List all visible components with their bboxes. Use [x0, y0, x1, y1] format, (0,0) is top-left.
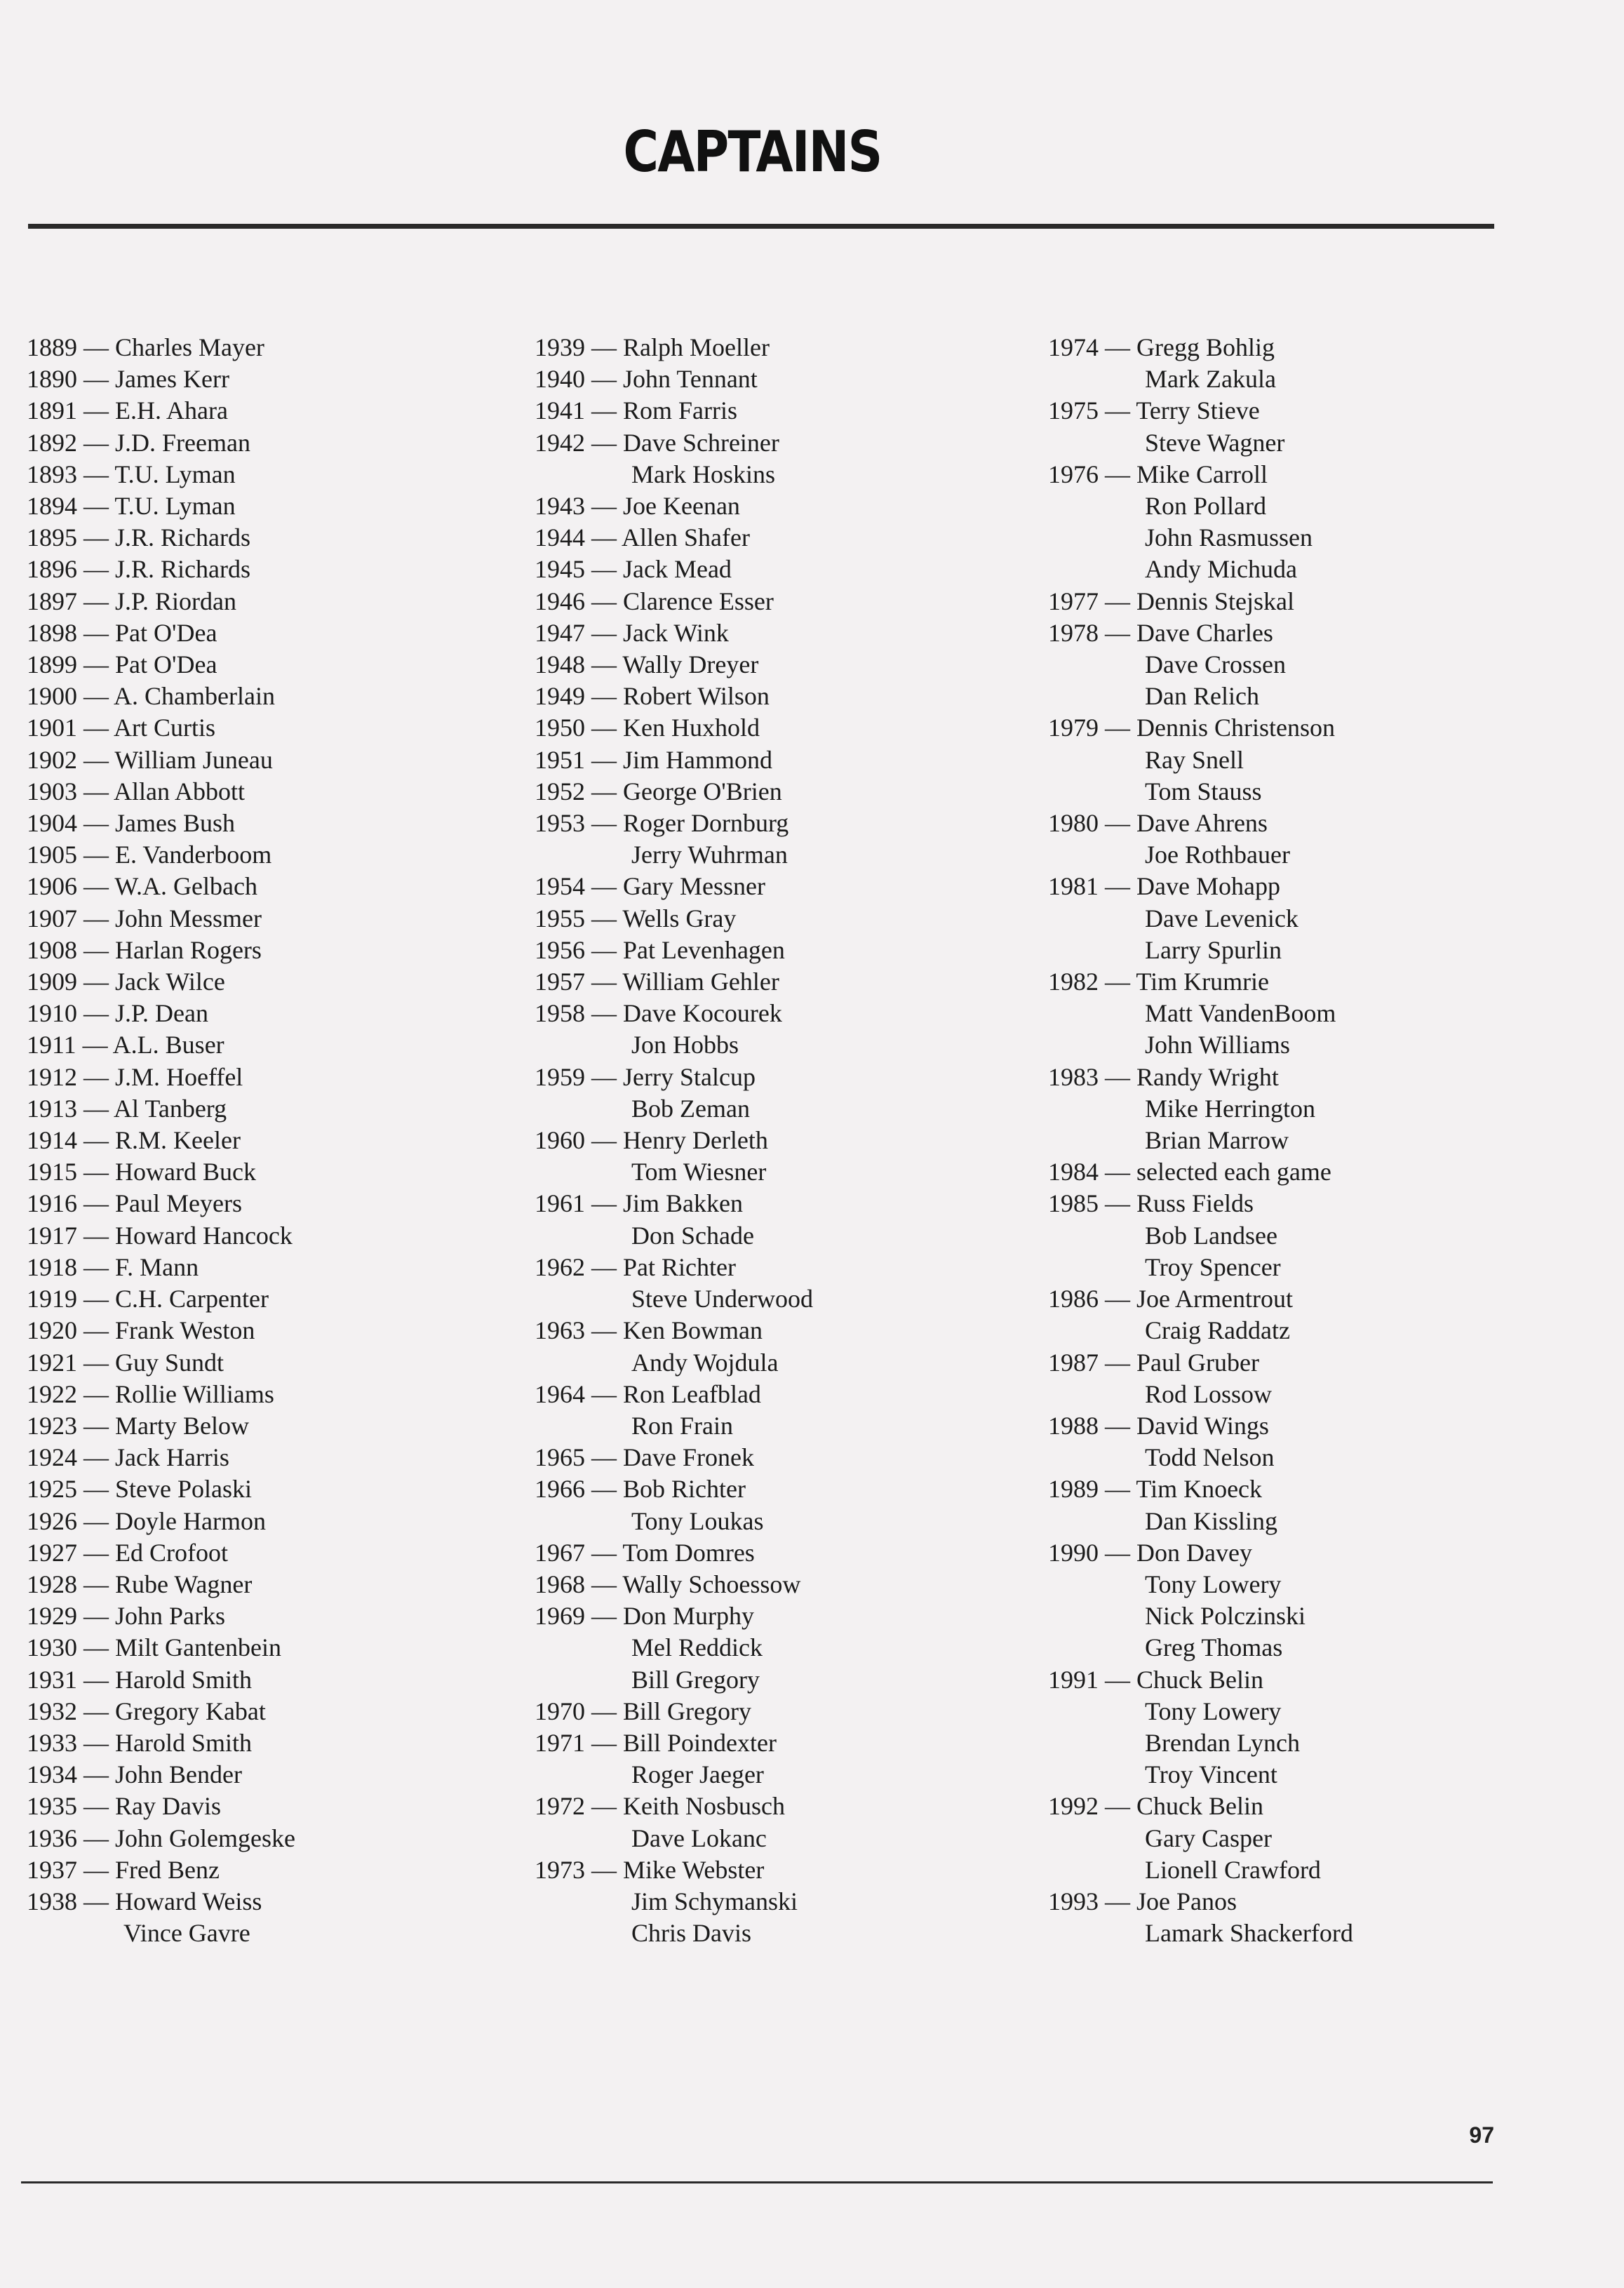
captain-entry: 1915 — Howard Buck	[27, 1158, 256, 1186]
captain-entry: 1984 — selected each game	[1048, 1158, 1331, 1186]
captain-additional-name: Lamark Shackerford	[1145, 1919, 1353, 1948]
captain-entry: 1912 — J.M. Hoeffel	[27, 1062, 243, 1091]
captain-entry: 1940 — John Tennant	[535, 365, 758, 394]
captain-entry: 1935 — Ray Davis	[27, 1792, 221, 1821]
captain-additional-name: Ron Frain	[631, 1411, 734, 1440]
captain-entry: 1978 — Dave Charles	[1048, 618, 1273, 647]
captain-additional-name: Joe Rothbauer	[1145, 841, 1290, 869]
captain-entry: 1917 — Howard Hancock	[27, 1221, 293, 1250]
captain-entry: 1902 — William Juneau	[27, 745, 273, 774]
captain-entry: 1927 — Ed Crofoot	[27, 1538, 228, 1567]
captain-additional-name: Craig Raddatz	[1145, 1316, 1290, 1345]
captain-entry: 1889 — Charles Mayer	[27, 333, 264, 361]
captain-entry: 1890 — James Kerr	[27, 365, 229, 394]
captain-entry: 1985 — Russ Fields	[1048, 1189, 1254, 1218]
captain-additional-name: Gary Casper	[1145, 1824, 1272, 1852]
captain-entry: 1938 — Howard Weiss	[27, 1887, 262, 1915]
captain-entry: 1957 — William Gehler	[535, 968, 779, 996]
footer-divider	[21, 2181, 1493, 2183]
captain-entry: 1987 — Paul Gruber	[1048, 1348, 1259, 1377]
captain-entry: 1966 — Bob Richter	[535, 1475, 746, 1504]
captain-additional-name: Troy Vincent	[1145, 1760, 1277, 1789]
captain-entry: 1974 — Gregg Bohlig	[1048, 333, 1275, 361]
captain-additional-name: Dan Relich	[1145, 682, 1259, 711]
captain-entry: 1953 — Roger Dornburg	[535, 809, 789, 838]
captain-entry: 1898 — Pat O'Dea	[27, 618, 217, 647]
captain-entry: 1976 — Mike Carroll	[1048, 460, 1268, 488]
captain-entry: 1965 — Dave Fronek	[535, 1443, 754, 1472]
captain-entry: 1962 — Pat Richter	[535, 1252, 736, 1281]
captain-entry: 1981 — Dave Mohapp	[1048, 872, 1280, 901]
captain-additional-name: Mark Zakula	[1145, 365, 1276, 394]
captain-entry: 1930 — Milt Gantenbein	[27, 1633, 281, 1662]
captain-entry: 1947 — Jack Wink	[535, 618, 729, 647]
captain-additional-name: Don Schade	[631, 1221, 754, 1250]
captain-entry: 1900 — A. Chamberlain	[27, 682, 275, 711]
captain-additional-name: Brendan Lynch	[1145, 1728, 1300, 1757]
captain-additional-name: Andy Wojdula	[631, 1348, 779, 1377]
captain-entry: 1910 — J.P. Dean	[27, 999, 208, 1028]
captain-entry: 1918 — F. Mann	[27, 1252, 199, 1281]
captain-entry: 1936 — John Golemgeske	[27, 1824, 295, 1852]
captain-entry: 1944 — Allen Shafer	[535, 523, 750, 552]
captain-entry: 1929 — John Parks	[27, 1602, 226, 1631]
captain-additional-name: Steve Underwood	[631, 1285, 813, 1313]
captain-entry: 1949 — Robert Wilson	[535, 682, 770, 711]
captain-entry: 1989 — Tim Knoeck	[1048, 1475, 1263, 1504]
captain-entry: 1894 — T.U. Lyman	[27, 492, 236, 521]
captain-entry: 1948 — Wally Dreyer	[535, 650, 759, 679]
captain-entry: 1941 — Rom Farris	[535, 396, 738, 425]
captain-entry: 1950 — Ken Huxhold	[535, 714, 760, 742]
captain-entry: 1943 — Joe Keenan	[535, 492, 740, 521]
captain-entry: 1946 — Clarence Esser	[535, 587, 774, 615]
captain-additional-name: John Rasmussen	[1145, 523, 1313, 552]
captain-entry: 1967 — Tom Domres	[535, 1538, 755, 1567]
captain-entry: 1926 — Doyle Harmon	[27, 1506, 266, 1535]
captain-entry: 1968 — Wally Schoessow	[535, 1570, 801, 1598]
captain-entry: 1934 — John Bender	[27, 1760, 242, 1789]
captain-additional-name: Vince Gavre	[123, 1919, 250, 1948]
captain-entry: 1977 — Dennis Stejskal	[1048, 587, 1294, 615]
page-title: CAPTAINS	[623, 119, 882, 185]
captain-entry: 1893 — T.U. Lyman	[27, 460, 236, 488]
captain-entry: 1992 — Chuck Belin	[1048, 1792, 1263, 1821]
captain-entry: 1901 — Art Curtis	[27, 714, 216, 742]
captain-entry: 1904 — James Bush	[27, 809, 235, 838]
captain-additional-name: Bill Gregory	[631, 1665, 760, 1694]
captain-entry: 1956 — Pat Levenhagen	[535, 935, 785, 964]
captain-entry: 1963 — Ken Bowman	[535, 1316, 763, 1345]
captain-additional-name: Rod Lossow	[1145, 1379, 1273, 1408]
captain-entry: 1991 — Chuck Belin	[1048, 1665, 1263, 1694]
captain-additional-name: Ron Pollard	[1145, 492, 1267, 521]
captain-additional-name: Tony Lowery	[1145, 1570, 1282, 1598]
captain-additional-name: Tony Loukas	[631, 1506, 764, 1535]
captain-entry: 1913 — Al Tanberg	[27, 1094, 227, 1123]
captain-entry: 1971 — Bill Poindexter	[535, 1728, 777, 1757]
captain-additional-name: Ray Snell	[1145, 745, 1244, 774]
captains-column-3	[1048, 332, 1483, 1949]
captain-entry: 1988 — David Wings	[1048, 1411, 1269, 1440]
captain-additional-name: Tony Lowery	[1145, 1697, 1282, 1725]
captain-additional-name: Chris Davis	[631, 1919, 751, 1948]
captain-entry: 1942 — Dave Schreiner	[535, 428, 779, 457]
captain-entry: 1959 — Jerry Stalcup	[535, 1062, 756, 1091]
captain-additional-name: Jerry Wuhrman	[631, 841, 788, 869]
captain-additional-name: Todd Nelson	[1145, 1443, 1275, 1472]
captain-additional-name: Jim Schymanski	[631, 1887, 798, 1915]
captain-entry: 1955 — Wells Gray	[535, 904, 737, 932]
captain-additional-name: Dave Crossen	[1145, 650, 1286, 679]
captain-entry: 1916 — Paul Meyers	[27, 1189, 242, 1218]
captain-additional-name: Bob Zeman	[631, 1094, 750, 1123]
captain-entry: 1964 — Ron Leafblad	[535, 1379, 761, 1408]
captain-additional-name: Dave Levenick	[1145, 904, 1298, 932]
captain-entry: 1983 — Randy Wright	[1048, 1062, 1279, 1091]
captain-entry: 1958 — Dave Kocourek	[535, 999, 782, 1028]
captain-entry: 1906 — W.A. Gelbach	[27, 872, 257, 901]
captain-entry: 1969 — Don Murphy	[535, 1602, 754, 1631]
captain-entry: 1914 — R.M. Keeler	[27, 1126, 241, 1155]
captain-entry: 1903 — Allan Abbott	[27, 777, 246, 805]
captain-entry: 1972 — Keith Nosbusch	[535, 1792, 785, 1821]
captain-entry: 1919 — C.H. Carpenter	[27, 1285, 269, 1313]
captain-entry: 1920 — Frank Weston	[27, 1316, 255, 1345]
captain-entry: 1899 — Pat O'Dea	[27, 650, 217, 679]
captain-entry: 1921 — Guy Sundt	[27, 1348, 224, 1377]
captain-additional-name: Dave Lokanc	[631, 1824, 767, 1852]
captain-entry: 1982 — Tim Krumrie	[1048, 968, 1270, 996]
captain-entry: 1931 — Harold Smith	[27, 1665, 252, 1694]
captain-entry: 1952 — George O'Brien	[535, 777, 782, 805]
captain-additional-name: Tom Stauss	[1145, 777, 1262, 805]
captain-additional-name: Andy Michuda	[1145, 555, 1297, 584]
captain-additional-name: Bob Landsee	[1145, 1221, 1277, 1250]
captain-entry: 1923 — Marty Below	[27, 1411, 249, 1440]
captain-entry: 1895 — J.R. Richards	[27, 523, 250, 552]
captain-additional-name: Troy Spencer	[1145, 1252, 1281, 1281]
captain-additional-name: Steve Wagner	[1145, 428, 1285, 457]
captain-entry: 1892 — J.D. Freeman	[27, 428, 250, 457]
captain-entry: 1896 — J.R. Richards	[27, 555, 250, 584]
captains-column-2	[535, 332, 1026, 1949]
captain-entry: 1986 — Joe Armentrout	[1048, 1285, 1293, 1313]
captain-entry: 1993 — Joe Panos	[1048, 1887, 1237, 1915]
captain-entry: 1960 — Henry Derleth	[535, 1126, 768, 1155]
captain-additional-name: Dan Kissling	[1145, 1506, 1277, 1535]
captain-entry: 1928 — Rube Wagner	[27, 1570, 253, 1598]
captain-entry: 1905 — E. Vanderboom	[27, 841, 272, 869]
captain-entry: 1911 — A.L. Buser	[27, 1031, 224, 1059]
captain-entry: 1924 — Jack Harris	[27, 1443, 229, 1472]
captain-additional-name: Matt VandenBoom	[1145, 999, 1336, 1028]
captain-entry: 1909 — Jack Wilce	[27, 968, 225, 996]
captain-entry: 1973 — Mike Webster	[535, 1855, 765, 1884]
captain-entry: 1907 — John Messmer	[27, 904, 262, 932]
captain-entry: 1970 — Bill Gregory	[535, 1697, 751, 1725]
title-divider	[28, 224, 1494, 229]
captain-entry: 1945 — Jack Mead	[535, 555, 732, 584]
captain-entry: 1922 — Rollie Williams	[27, 1379, 274, 1408]
captain-additional-name: Mel Reddick	[631, 1633, 763, 1662]
captain-entry: 1932 — Gregory Kabat	[27, 1697, 266, 1725]
captain-entry: 1961 — Jim Bakken	[535, 1189, 743, 1218]
captain-entry: 1925 — Steve Polaski	[27, 1475, 252, 1504]
captain-entry: 1975 — Terry Stieve	[1048, 396, 1260, 425]
captain-entry: 1980 — Dave Ahrens	[1048, 809, 1268, 838]
captain-entry: 1897 — J.P. Riordan	[27, 587, 237, 615]
captain-entry: 1954 — Gary Messner	[535, 872, 765, 901]
captain-additional-name: Roger Jaeger	[631, 1760, 764, 1789]
captains-column-1	[27, 332, 518, 1949]
captain-entry: 1939 — Ralph Moeller	[535, 333, 770, 361]
captain-additional-name: Nick Polczinski	[1145, 1602, 1306, 1631]
captain-additional-name: Tom Wiesner	[631, 1158, 767, 1186]
captain-additional-name: Lionell Crawford	[1145, 1855, 1321, 1884]
captain-entry: 1908 — Harlan Rogers	[27, 935, 262, 964]
captain-additional-name: Mark Hoskins	[631, 460, 775, 488]
captain-entry: 1891 — E.H. Ahara	[27, 396, 228, 425]
captain-additional-name: Larry Spurlin	[1145, 935, 1282, 964]
captain-additional-name: Mike Herrington	[1145, 1094, 1315, 1123]
captain-additional-name: Brian Marrow	[1145, 1126, 1289, 1155]
captain-entry: 1979 — Dennis Christenson	[1048, 714, 1335, 742]
captain-entry: 1951 — Jim Hammond	[535, 745, 772, 774]
captain-additional-name: Jon Hobbs	[631, 1031, 739, 1059]
captain-additional-name: Greg Thomas	[1145, 1633, 1283, 1662]
captain-entry: 1933 — Harold Smith	[27, 1728, 252, 1757]
captain-entry: 1990 — Don Davey	[1048, 1538, 1252, 1567]
captain-additional-name: John Williams	[1145, 1031, 1290, 1059]
captain-entry: 1937 — Fred Benz	[27, 1855, 220, 1884]
page-number: 97	[1469, 2122, 1494, 2148]
